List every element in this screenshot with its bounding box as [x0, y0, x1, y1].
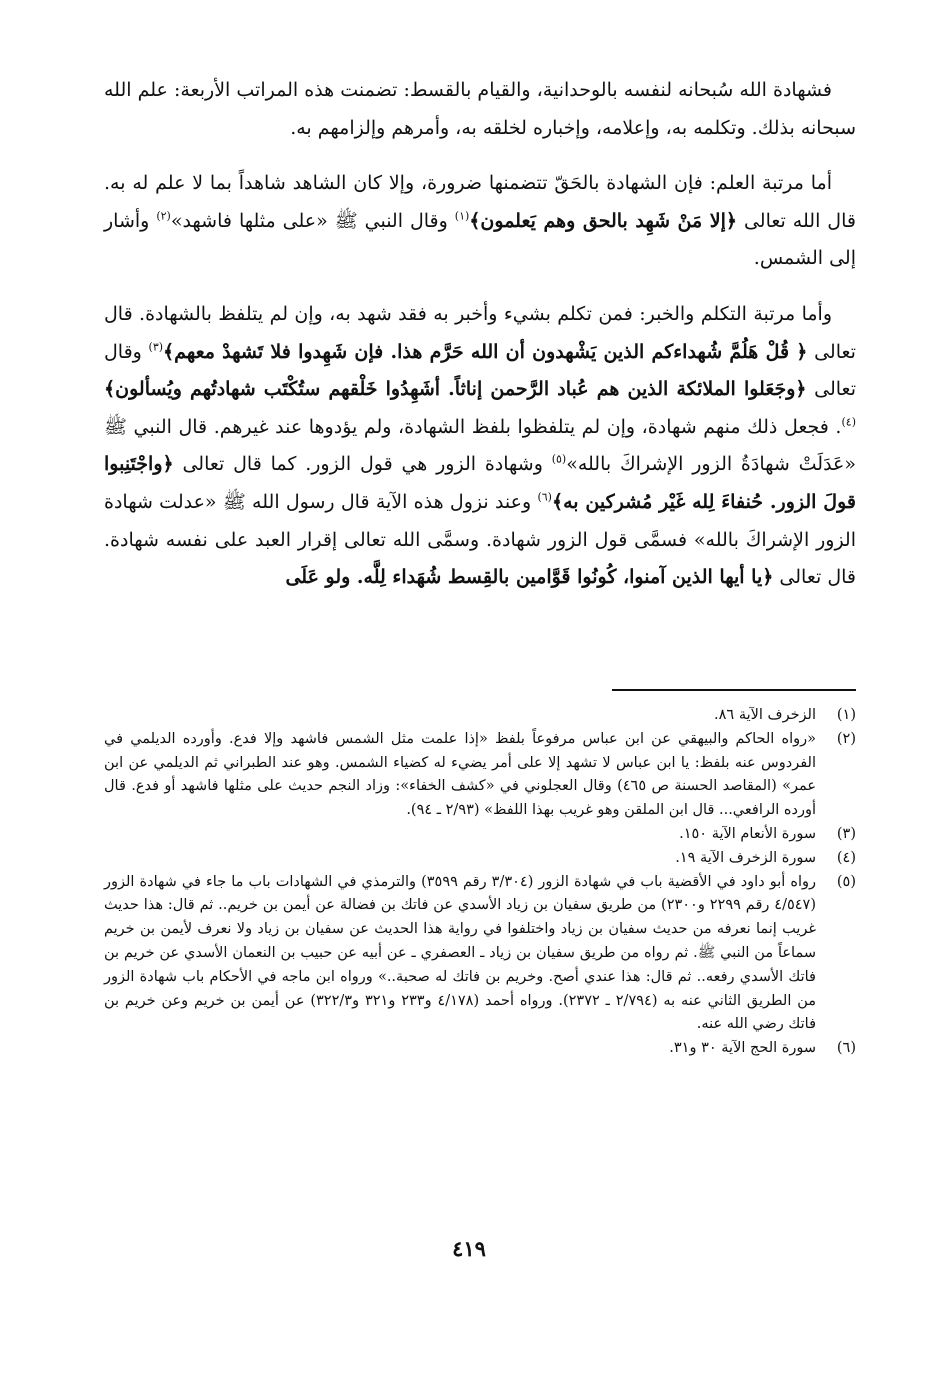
- quran-quote: ﴿وجَعَلوا الملائكة الذين هم عُباد الرَّحمن إناثاً. أشَهِدُوا خَلْقهم ستُكْتَب شهادتُهم ويُسألون﴾: [104, 378, 807, 401]
- footnote-text: سورة الزخرف الآية ١٩.: [675, 849, 816, 866]
- paragraph-2: [104, 165, 856, 278]
- footnote-number: (٢): [836, 730, 856, 747]
- paragraph-text: أما مرتبة العلم: فإن الشهادة بالحَقّ تتضمنها ضرورة، وإلا كان الشاهد شاهداً بما لا علم له به. قال الله تعالى: [104, 172, 856, 232]
- footnote-text: سورة الأنعام الآية ١٥٠.: [679, 825, 816, 842]
- footnote-ref: (٤): [841, 415, 856, 429]
- footnote-ref: (٢): [156, 209, 171, 223]
- footnote-item: [104, 871, 856, 1038]
- footnote-number: (٤): [836, 849, 856, 866]
- quran-quote: ﴿إلا مَنْ شَهِد بالحق وهم يَعلمون﴾: [469, 209, 737, 232]
- footnote-item: [104, 847, 856, 871]
- paragraph-text: وعند نزول هذه الآية قال رسول الله ﷺ «عدلت شهادة الزور الإشراكَ بالله» فسمَّى قول الزور شهادة. وسمَّى الله تعالى إقرار العبد على نفسه شهادة. قال تعالى: [104, 490, 856, 589]
- main-text: [104, 72, 856, 597]
- footnote-separator: [612, 689, 856, 691]
- paragraph-3: [104, 296, 856, 597]
- quran-quote: ﴿يا أيها الذين آمنوا، كُونُوا قَوَّامين بالقِسط شُهَداء لِلَّه. ولو عَلَى: [285, 566, 774, 589]
- footnote-ref: (٥): [551, 453, 567, 467]
- paragraph-text: وقال تعالى: [104, 340, 856, 401]
- page-number: ٤١٩: [452, 1236, 486, 1261]
- footnote-number: (٦): [836, 1040, 856, 1057]
- footnote-item: [104, 728, 856, 823]
- footnote-item: [104, 823, 856, 847]
- footnote-ref: (٣): [148, 340, 164, 354]
- paragraph-text: وشهادة الزور هي قول الزور. كما قال تعالى: [173, 453, 552, 476]
- footnote-ref: (١): [454, 209, 470, 223]
- quran-quote: ﴿واجْتَنِبوا قولَ الزور. حُنفاءَ لِله غَيْر مُشركين به﴾: [104, 453, 856, 513]
- footnote-text: الزخرف الآية ٨٦.: [714, 707, 816, 723]
- footnote-number: (٥): [836, 873, 856, 890]
- footnote-number: (٣): [836, 825, 856, 842]
- paragraph-text: . فجعل ذلك منهم شهادة، وإن لم يتلفظوا بلفظ الشهادة، ولم يؤدوها عند غيرهم. قال النبي ﷺ «عَدَلَتْ شهادَةُ الزور الإشراكَ بالله»: [104, 415, 856, 476]
- footnote-text: سورة الحج الآية ٣٠ و٣١.: [669, 1040, 816, 1057]
- footnote-item: [104, 704, 856, 728]
- quran-quote: ﴿ قُلْ هَلُمَّ شُهداءكم الذين يَشْهدون أن الله حَرَّم هذا. فإن شَهِدوا فلا تَشهدْ معهم﴾: [163, 340, 808, 363]
- footnote-ref: (٦): [537, 490, 552, 504]
- footnote-text: «رواه الحاكم والبيهقي عن ابن عباس مرفوعاً بلفظ «إذا علمت مثل الشمس فاشهد وإلا فدع. وأورده الديلمي في الفردوس عنه بلفظ: يا ابن عباس لا تشهد إلا على أمر يضيء له كضياء الشمس. وهو عند الطبراني ثم الديلمي عن ابن عمر» (المقاصد الحسنة ص ٤٦٥) وقال العجلوني في «كشف الخفاء»: وزاد النجم حديث على مثلها فاشهد أو فدع. قال أورده الرافعي... قال ابن الملقن وهو غريب بهذا اللفظ» (٢/٩٣ ـ ٩٤).: [104, 730, 816, 819]
- footnote-text: رواه أبو داود في الأقضية باب في شهادة الزور (٣/٣٠٤ رقم ٣٥٩٩) والترمذي في الشهادات باب ما جاء في شهادة الزور (٤/٥٤٧ رقم ٢٢٩٩ و٢٣٠٠) من طريق سفيان بن زياد الأسدي عن فاتك بن فضالة عن أيمن بن خريم.. ثم قال: هذا حديث غريب إنما نعرفه من حديث سفيان بن زياد واختلفوا في رواية هذا الحديث عن سفيان بن زياد ولا نعرف لأيمن بن خريم سماعاً من النبي ﷺ. ثم رواه من طريق سفيان بن زياد ـ العصفري ـ عن أبيه عن حبيب بن النعمان الأسدي عن خريم بن فاتك الأسدي رفعه.. ثم قال: هذا عندي أصح. وخريم بن فاتك له صحبة..» ورواه ابن ماجه في الأحكام باب شهادة الزور من الطريق الثاني عنه به (٢/٧٩٤ ـ ٢٣٧٢). ورواه أحمد (٤/١٧٨ و٢٣٣ و٣٢١ و٣٢٢/٣) عن أيمن بن خريم وعن خريم بن فاتك رضي الله عنه.: [104, 873, 817, 1033]
- footnotes: [104, 704, 856, 1061]
- paragraph-text: وقال النبي ﷺ «على مثلها فاشهد»: [170, 209, 455, 232]
- footnote-number: (١): [836, 707, 856, 723]
- paragraph-text: وأما مرتبة التكلم والخبر: فمن تكلم بشيء وأخبر به فقد شهد به، وإن لم يتلفظ بالشهادة. قال تعالى: [104, 302, 856, 363]
- paragraph-1: فشهادة الله سُبحانه لنفسه بالوحدانية، والقيام بالقسط: تضمنت هذه المراتب الأربعة: علم الله سبحانه بذلك. وتكلمه به، وإعلامه، وإخباره لخلقه به، وأمرهم وإلزامهم به.: [104, 79, 856, 139]
- paragraph-text: وأشار إلى الشمس.: [104, 209, 856, 270]
- footnote-item: [104, 1037, 856, 1061]
